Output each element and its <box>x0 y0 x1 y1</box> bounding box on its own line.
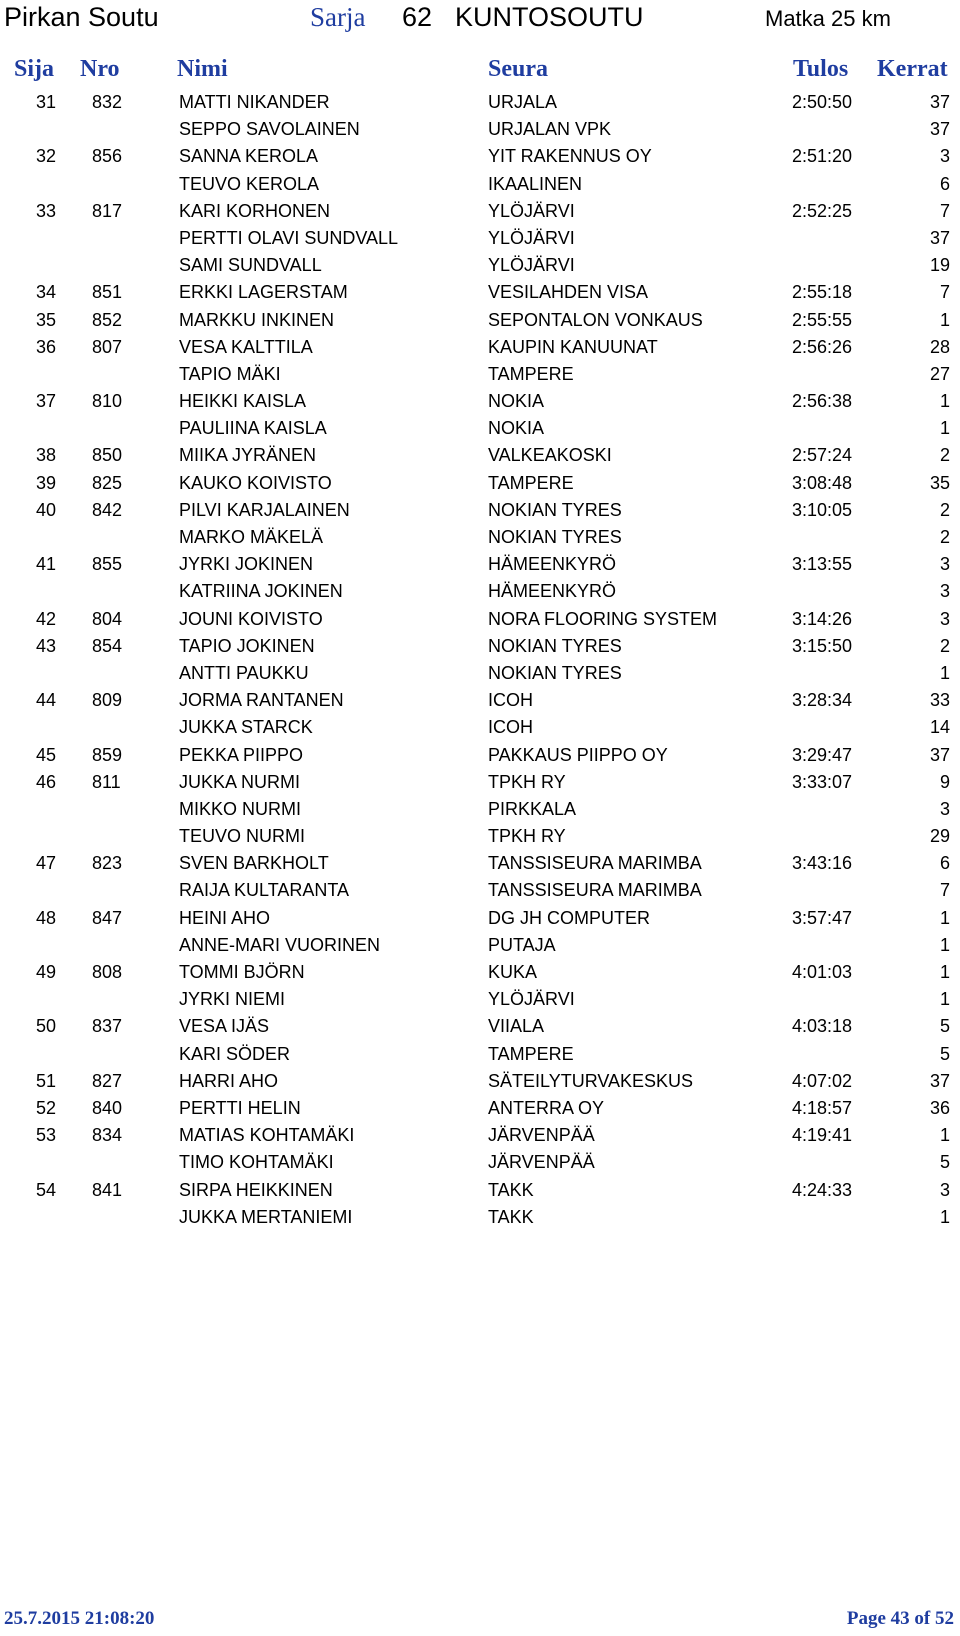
cell-tulos: 3:13:55 <box>791 554 852 575</box>
cell-sija: 40 <box>36 499 57 520</box>
sarja-name: KUNTOSOUTU <box>455 2 644 32</box>
cell-seura: NOKIAN TYRES <box>488 635 622 656</box>
cell-seura: NORA FLOORING SYSTEM <box>488 608 718 629</box>
table-row <box>0 959 960 986</box>
cell-nimi: SANNA KEROLA <box>179 146 319 167</box>
column-header-seura: Seura <box>488 56 548 82</box>
cell-sija: 39 <box>36 472 57 493</box>
cell-sija: 54 <box>36 1179 57 1200</box>
print-timestamp: 25.7.2015 21:08:20 <box>4 1608 155 1629</box>
cell-kerrat: 14 <box>929 717 950 738</box>
cell-kerrat: 37 <box>929 1070 950 1091</box>
cell-tulos: 4:19:41 <box>791 1125 852 1146</box>
table-row <box>0 116 960 143</box>
cell-kerrat: 37 <box>929 119 950 140</box>
table-row <box>0 388 960 415</box>
column-header-sija: Sija <box>14 56 55 82</box>
cell-nimi: SAMI SUNDVALL <box>179 255 322 276</box>
table-row <box>0 171 960 198</box>
cell-seura: NOKIA <box>488 391 545 412</box>
cell-nro: 855 <box>92 554 123 575</box>
cell-tulos: 3:15:50 <box>791 635 852 656</box>
column-header-tulos: Tulos <box>793 56 849 82</box>
table-row <box>0 1068 960 1095</box>
cell-seura: YIT RAKENNUS OY <box>488 146 652 167</box>
cell-kerrat: 29 <box>929 826 950 847</box>
cell-kerrat: 3 <box>939 581 950 602</box>
cell-seura: TPKH RY <box>488 826 566 847</box>
cell-nimi: JYRKI JOKINEN <box>179 554 314 575</box>
cell-seura: NOKIA <box>488 418 545 439</box>
cell-nimi: SIRPA HEIKKINEN <box>179 1179 333 1200</box>
cell-seura: YLÖJÄRVI <box>488 200 575 221</box>
cell-nro: 851 <box>92 282 123 303</box>
cell-nro: 811 <box>92 771 121 792</box>
cell-nro: 825 <box>92 472 123 493</box>
cell-seura: KUKA <box>488 962 538 982</box>
cell-seura: KAUPIN KANUUNAT <box>488 336 658 357</box>
table-row <box>0 932 960 959</box>
cell-seura: URJALAN VPK <box>488 119 612 140</box>
cell-nimi: ANTTI PAUKKU <box>179 662 309 683</box>
cell-sija: 35 <box>36 309 57 330</box>
cell-kerrat: 36 <box>929 1097 950 1118</box>
cell-nro: 847 <box>92 907 123 928</box>
cell-nimi: VESA KALTTILA <box>179 336 313 357</box>
table-row <box>0 1095 960 1122</box>
cell-seura: HÄMEENKYRÖ <box>488 581 617 602</box>
cell-tulos: 3:28:34 <box>791 690 852 711</box>
cell-sija: 46 <box>36 771 57 792</box>
cell-seura: TAKK <box>488 1179 534 1200</box>
cell-kerrat: 2 <box>939 635 950 656</box>
cell-nimi: MARKO MÄKELÄ <box>179 527 324 547</box>
cell-nimi: PERTTI HELIN <box>179 1097 301 1118</box>
cell-nimi: KARI SÖDER <box>179 1043 291 1064</box>
table-row <box>0 796 960 823</box>
cell-nimi: KAUKO KOIVISTO <box>179 472 332 493</box>
table-row <box>0 442 960 469</box>
cell-nro: 827 <box>92 1070 123 1091</box>
cell-nimi: TIMO KOHTAMÄKI <box>179 1152 334 1173</box>
cell-kerrat: 1 <box>939 391 950 412</box>
cell-nimi: MATIAS KOHTAMÄKI <box>179 1125 355 1146</box>
cell-kerrat: 1 <box>939 418 950 439</box>
cell-nro: 817 <box>92 200 123 221</box>
cell-tulos: 3:29:47 <box>791 744 852 765</box>
table-row <box>0 307 960 334</box>
cell-sija: 52 <box>36 1097 57 1118</box>
cell-kerrat: 3 <box>939 798 950 819</box>
cell-nro: 856 <box>92 146 123 167</box>
cell-nro: 840 <box>92 1097 123 1118</box>
cell-seura: YLÖJÄRVI <box>488 227 575 248</box>
cell-tulos: 2:56:38 <box>791 391 852 412</box>
cell-seura: TANSSISEURA MARIMBA <box>488 853 702 874</box>
sarja-label: Sarja <box>310 2 366 32</box>
cell-nimi: MIIKA JYRÄNEN <box>179 445 317 466</box>
cell-nro: 850 <box>92 445 123 466</box>
cell-seura: TANSSISEURA MARIMBA <box>488 880 702 901</box>
table-row <box>0 89 960 116</box>
cell-seura: YLÖJÄRVI <box>488 989 575 1010</box>
cell-nro: 823 <box>92 853 123 874</box>
cell-tulos: 2:51:20 <box>791 146 852 167</box>
cell-nimi: HEINI AHO <box>179 907 271 928</box>
cell-kerrat: 19 <box>929 255 950 276</box>
cell-kerrat: 9 <box>939 771 950 792</box>
cell-nimi: TEUVO NURMI <box>179 826 305 847</box>
event-title: Pirkan Soutu <box>4 2 159 32</box>
cell-kerrat: 2 <box>939 445 950 466</box>
cell-sija: 44 <box>36 690 57 711</box>
cell-sija: 47 <box>36 853 57 874</box>
cell-kerrat: 33 <box>929 690 950 711</box>
table-row <box>0 497 960 524</box>
cell-kerrat: 1 <box>939 309 950 330</box>
cell-kerrat: 3 <box>939 608 950 629</box>
table-row <box>0 714 960 741</box>
cell-nimi: JUKKA STARCK <box>179 717 313 738</box>
table-row <box>0 1013 960 1040</box>
cell-nimi: HEIKKI KAISLA <box>179 391 307 412</box>
cell-nro: 834 <box>92 1125 123 1146</box>
cell-seura: PAKKAUS PIIPPO OY <box>488 744 668 765</box>
cell-seura: NOKIAN TYRES <box>488 499 622 520</box>
cell-seura: NOKIAN TYRES <box>488 527 622 547</box>
cell-sija: 43 <box>36 635 57 656</box>
sarja-number: 62 <box>402 2 433 32</box>
cell-kerrat: 7 <box>939 880 950 901</box>
cell-tulos: 4:18:57 <box>791 1097 852 1118</box>
cell-nimi: TOMMI BJÖRN <box>179 962 305 982</box>
cell-kerrat: 5 <box>939 1043 950 1064</box>
page-header <box>0 0 960 36</box>
cell-tulos: 3:10:05 <box>791 499 852 520</box>
cell-seura: VIIALA <box>488 1016 545 1037</box>
cell-nro: 808 <box>92 962 123 982</box>
cell-seura: URJALA <box>488 92 558 112</box>
cell-seura: TAMPERE <box>488 472 574 493</box>
table-row <box>0 742 960 769</box>
table-row <box>0 850 960 877</box>
cell-nro: 842 <box>92 499 123 520</box>
cell-seura: NOKIAN TYRES <box>488 662 622 683</box>
table-row <box>0 877 960 904</box>
table-row <box>0 1041 960 1068</box>
cell-sija: 32 <box>36 146 57 167</box>
cell-nro: 837 <box>92 1016 123 1037</box>
table-row <box>0 1122 960 1149</box>
cell-sija: 31 <box>36 92 57 112</box>
cell-tulos: 3:43:16 <box>791 853 852 874</box>
cell-nimi: MIKKO NURMI <box>179 798 302 819</box>
cell-nimi: JYRKI NIEMI <box>179 989 286 1010</box>
table-row <box>0 470 960 497</box>
cell-seura: VALKEAKOSKI <box>488 445 612 466</box>
cell-nimi: RAIJA KULTARANTA <box>179 880 350 901</box>
page-number: Page 43 of 52 <box>846 1608 954 1629</box>
cell-nro: 854 <box>92 635 123 656</box>
column-headers <box>0 52 960 86</box>
cell-nimi: KARI KORHONEN <box>179 200 331 221</box>
cell-sija: 33 <box>36 200 57 221</box>
cell-nimi: PAULIINA KAISLA <box>179 418 327 439</box>
cell-seura: PUTAJA <box>488 934 556 955</box>
cell-kerrat: 6 <box>939 853 950 874</box>
cell-kerrat: 5 <box>939 1016 950 1037</box>
cell-sija: 48 <box>36 907 57 928</box>
cell-kerrat: 3 <box>939 1179 950 1200</box>
table-row <box>0 823 960 850</box>
cell-sija: 53 <box>36 1125 57 1146</box>
cell-kerrat: 2 <box>939 527 950 547</box>
cell-tulos: 2:50:50 <box>791 92 852 112</box>
cell-kerrat: 37 <box>929 227 950 248</box>
cell-nro: 809 <box>92 690 123 711</box>
table-row <box>0 1204 960 1231</box>
cell-seura: JÄRVENPÄÄ <box>488 1125 595 1146</box>
cell-kerrat: 3 <box>939 146 950 167</box>
cell-tulos: 4:01:03 <box>791 962 852 982</box>
cell-kerrat: 28 <box>929 336 950 357</box>
cell-nro: 807 <box>92 336 123 357</box>
cell-sija: 42 <box>36 608 57 629</box>
cell-nimi: JOUNI KOIVISTO <box>179 608 323 629</box>
cell-kerrat: 1 <box>939 662 950 683</box>
cell-nimi: MARKKU INKINEN <box>179 309 335 330</box>
cell-seura: ICOH <box>488 690 533 711</box>
cell-nro: 859 <box>92 744 123 765</box>
table-row <box>0 252 960 279</box>
cell-nimi: MATTI NIKANDER <box>179 92 330 112</box>
cell-nro: 804 <box>92 608 123 629</box>
cell-tulos: 4:07:02 <box>791 1070 852 1091</box>
cell-kerrat: 27 <box>929 363 950 384</box>
cell-nimi: JORMA RANTANEN <box>179 690 344 711</box>
cell-seura: YLÖJÄRVI <box>488 255 575 276</box>
cell-tulos: 3:57:47 <box>791 907 852 928</box>
cell-nimi: TAPIO MÄKI <box>179 363 281 384</box>
cell-nro: 852 <box>92 309 123 330</box>
cell-nimi: SVEN BARKHOLT <box>179 853 329 874</box>
cell-tulos: 4:03:18 <box>791 1016 852 1037</box>
table-row <box>0 578 960 605</box>
cell-nimi: PEKKA PIIPPO <box>179 744 304 765</box>
cell-tulos: 2:55:55 <box>791 309 852 330</box>
page-footer <box>0 1604 960 1634</box>
cell-seura: ANTERRA OY <box>488 1097 605 1118</box>
column-header-nimi: Nimi <box>177 56 228 82</box>
cell-seura: IKAALINEN <box>488 173 583 194</box>
table-row <box>0 905 960 932</box>
table-row <box>0 415 960 442</box>
cell-nimi: ANNE-MARI VUORINEN <box>179 934 381 955</box>
cell-nro: 832 <box>92 92 123 112</box>
table-row <box>0 1177 960 1204</box>
column-header-nro: Nro <box>80 56 120 82</box>
cell-kerrat: 1 <box>939 907 950 928</box>
table-row <box>0 334 960 361</box>
cell-nimi: HARRI AHO <box>179 1070 279 1091</box>
table-row <box>0 606 960 633</box>
cell-tulos: 4:24:33 <box>791 1179 852 1200</box>
cell-kerrat: 1 <box>939 1125 950 1146</box>
cell-tulos: 2:55:18 <box>791 282 852 303</box>
cell-kerrat: 1 <box>939 989 950 1010</box>
cell-nimi: TEUVO KEROLA <box>179 173 320 194</box>
cell-nimi: SEPPO SAVOLAINEN <box>179 119 360 140</box>
cell-seura: VESILAHDEN VISA <box>488 282 649 303</box>
cell-kerrat: 2 <box>939 499 950 520</box>
cell-kerrat: 37 <box>929 744 950 765</box>
cell-sija: 34 <box>36 282 57 303</box>
cell-seura: ICOH <box>488 717 533 738</box>
cell-seura: DG JH COMPUTER <box>488 907 650 928</box>
cell-nimi: JUKKA NURMI <box>179 771 301 792</box>
cell-tulos: 2:56:26 <box>791 336 852 357</box>
table-row <box>0 524 960 551</box>
cell-kerrat: 35 <box>929 472 950 493</box>
cell-sija: 51 <box>36 1070 57 1091</box>
cell-kerrat: 5 <box>939 1152 950 1173</box>
table-row <box>0 143 960 170</box>
cell-seura: JÄRVENPÄÄ <box>488 1152 595 1173</box>
cell-nimi: KATRIINA JOKINEN <box>179 581 343 602</box>
table-row <box>0 769 960 796</box>
table-row <box>0 633 960 660</box>
cell-tulos: 3:08:48 <box>791 472 852 493</box>
cell-kerrat: 37 <box>929 92 950 112</box>
table-row <box>0 1149 960 1176</box>
cell-sija: 49 <box>36 962 57 982</box>
distance-label: Matka 25 km <box>765 6 891 31</box>
table-row <box>0 225 960 252</box>
table-row <box>0 198 960 225</box>
table-row <box>0 279 960 306</box>
cell-nro: 810 <box>92 391 123 412</box>
cell-seura: HÄMEENKYRÖ <box>488 554 617 575</box>
cell-tulos: 3:33:07 <box>791 771 852 792</box>
cell-nimi: JUKKA MERTANIEMI <box>179 1206 353 1227</box>
cell-tulos: 2:57:24 <box>791 445 852 466</box>
cell-seura: SÄTEILYTURVAKESKUS <box>488 1070 694 1091</box>
cell-sija: 36 <box>36 336 57 357</box>
table-row <box>0 660 960 687</box>
cell-nimi: VESA IJÄS <box>179 1016 270 1037</box>
table-row <box>0 986 960 1013</box>
cell-nimi: PERTTI OLAVI SUNDVALL <box>179 227 399 248</box>
cell-sija: 45 <box>36 744 57 765</box>
cell-sija: 50 <box>36 1016 57 1037</box>
cell-kerrat: 7 <box>939 282 950 303</box>
results-table <box>0 89 960 1231</box>
cell-nro: 841 <box>92 1179 123 1200</box>
cell-sija: 37 <box>36 391 57 412</box>
cell-nimi: TAPIO JOKINEN <box>179 635 315 656</box>
cell-kerrat: 6 <box>939 173 950 194</box>
cell-nimi: ERKKI LAGERSTAM <box>179 282 348 303</box>
cell-tulos: 2:52:25 <box>791 200 852 221</box>
cell-tulos: 3:14:26 <box>791 608 852 629</box>
cell-sija: 38 <box>36 445 57 466</box>
cell-nimi: PILVI KARJALAINEN <box>179 499 350 520</box>
table-row <box>0 361 960 388</box>
cell-seura: SEPONTALON VONKAUS <box>488 309 703 330</box>
cell-seura: TPKH RY <box>488 771 566 792</box>
table-row <box>0 687 960 714</box>
cell-seura: TAMPERE <box>488 363 574 384</box>
cell-kerrat: 7 <box>939 200 950 221</box>
cell-kerrat: 1 <box>939 934 950 955</box>
cell-kerrat: 1 <box>939 1206 950 1227</box>
cell-seura: PIRKKALA <box>488 798 577 819</box>
cell-seura: TAKK <box>488 1206 534 1227</box>
cell-seura: TAMPERE <box>488 1043 574 1064</box>
cell-kerrat: 3 <box>939 554 950 575</box>
column-header-kerrat: Kerrat <box>877 56 948 82</box>
cell-sija: 41 <box>36 554 57 575</box>
cell-kerrat: 1 <box>939 962 950 982</box>
table-row <box>0 551 960 578</box>
